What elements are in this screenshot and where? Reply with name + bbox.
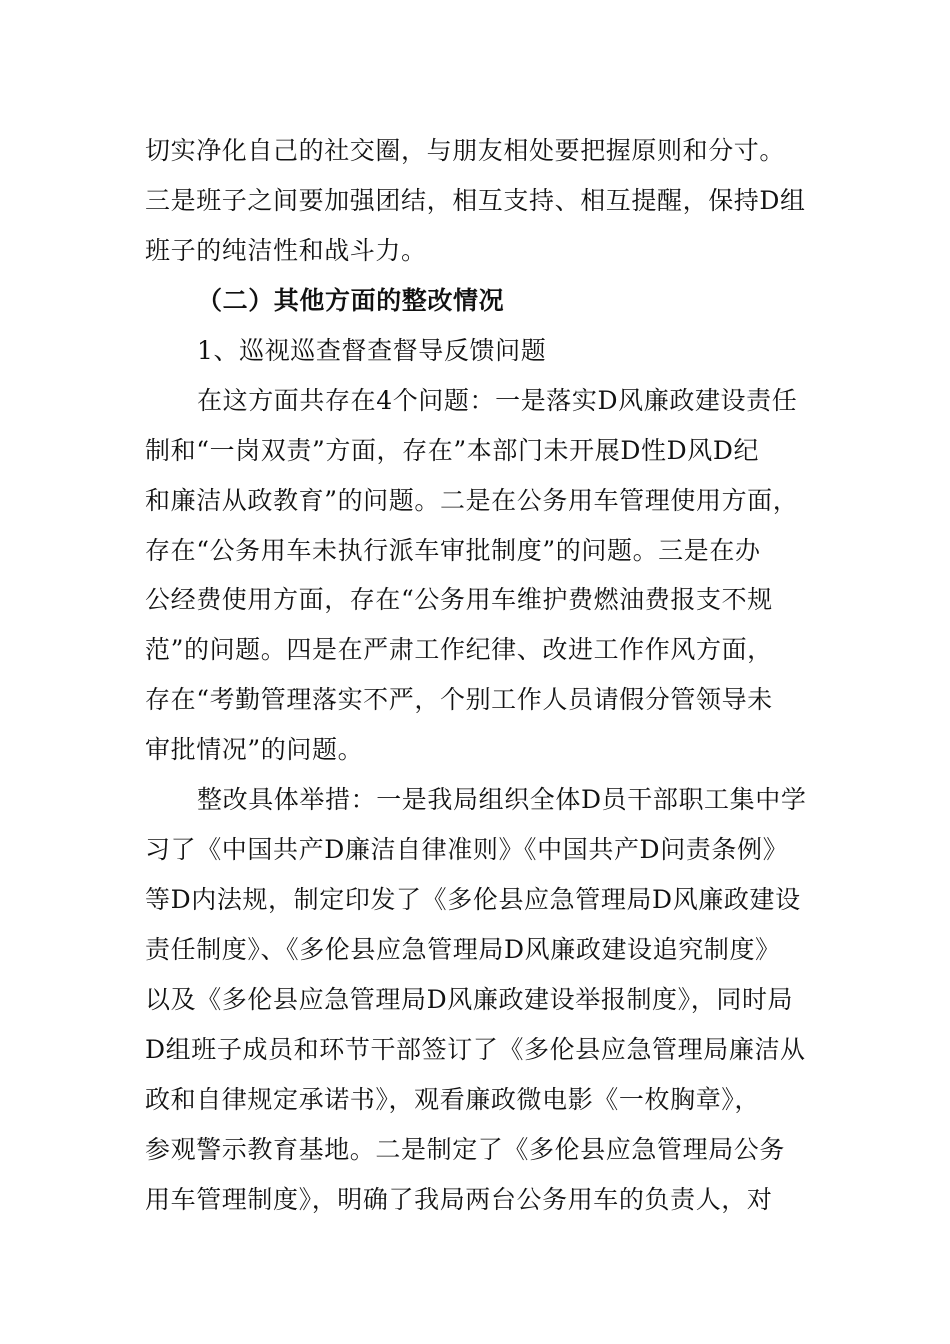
paragraph-line: 整改具体举措：一是我局组织全体D员干部职工集中学 bbox=[197, 785, 807, 814]
paragraph-line: 参观警示教育基地。二是制定了《多伦县应急管理局公务 bbox=[145, 1135, 786, 1164]
paragraph-line: 和廉洁从政教育”的问题。二是在公务用车管理使用方面， bbox=[145, 486, 799, 515]
paragraph-line: 责任制度》、《多伦县应急管理局D风廉政建设追究制度》 bbox=[145, 935, 781, 964]
paragraph-line: 班子的纯洁性和战斗力。 bbox=[145, 236, 427, 265]
paragraph-line: 习了《中国共产D廉洁自律准则》《中国共产D问责条例》 bbox=[145, 835, 789, 864]
paragraph-line: 存在“公务用车未执行派车审批制度”的问题。三是在办 bbox=[145, 536, 761, 565]
paragraph-line: 公经费使用方面，存在“公务用车维护费燃油费报支不规 bbox=[145, 585, 773, 614]
paragraph-line: 存在“考勤管理落实不严，个别工作人员请假分管领导未 bbox=[145, 685, 773, 714]
paragraph-line: 切实净化自己的社交圈，与朋友相处要把握原则和分寸。 bbox=[145, 136, 786, 165]
paragraph-line: 政和自律规定承诺书》，观看廉政微电影《一枚胸章》， bbox=[145, 1085, 761, 1114]
paragraph-line: 用车管理制度》，明确了我局两台公务用车的负责人，对 bbox=[145, 1185, 773, 1214]
paragraph-line: D组班子成员和环节干部签订了《多伦县应急管理局廉洁从 bbox=[145, 1035, 806, 1064]
subsection-heading: 1、巡视巡查督查督导反馈问题 bbox=[197, 336, 547, 365]
paragraph-line: 审批情况”的问题。 bbox=[145, 735, 364, 764]
paragraph-line: 制和“一岗双责”方面，存在”本部门未开展D性D风D纪 bbox=[145, 436, 760, 465]
paragraph-line: 在这方面共存在4个问题：一是落实D风廉政建设责任 bbox=[197, 386, 798, 415]
paragraph-line: 等D内法规，制定印发了《多伦县应急管理局D风廉政建设 bbox=[145, 885, 801, 914]
section-heading: （二）其他方面的整改情况 bbox=[197, 286, 505, 315]
paragraph-line: 三是班子之间要加强团结，相互支持、相互提醒，保持D组 bbox=[145, 186, 806, 215]
paragraph-line: 以及《多伦县应急管理局D风廉政建设举报制度》，同时局 bbox=[145, 985, 794, 1014]
paragraph-line: 范”的问题。四是在严肃工作纪律、改进工作作风方面， bbox=[145, 635, 773, 664]
